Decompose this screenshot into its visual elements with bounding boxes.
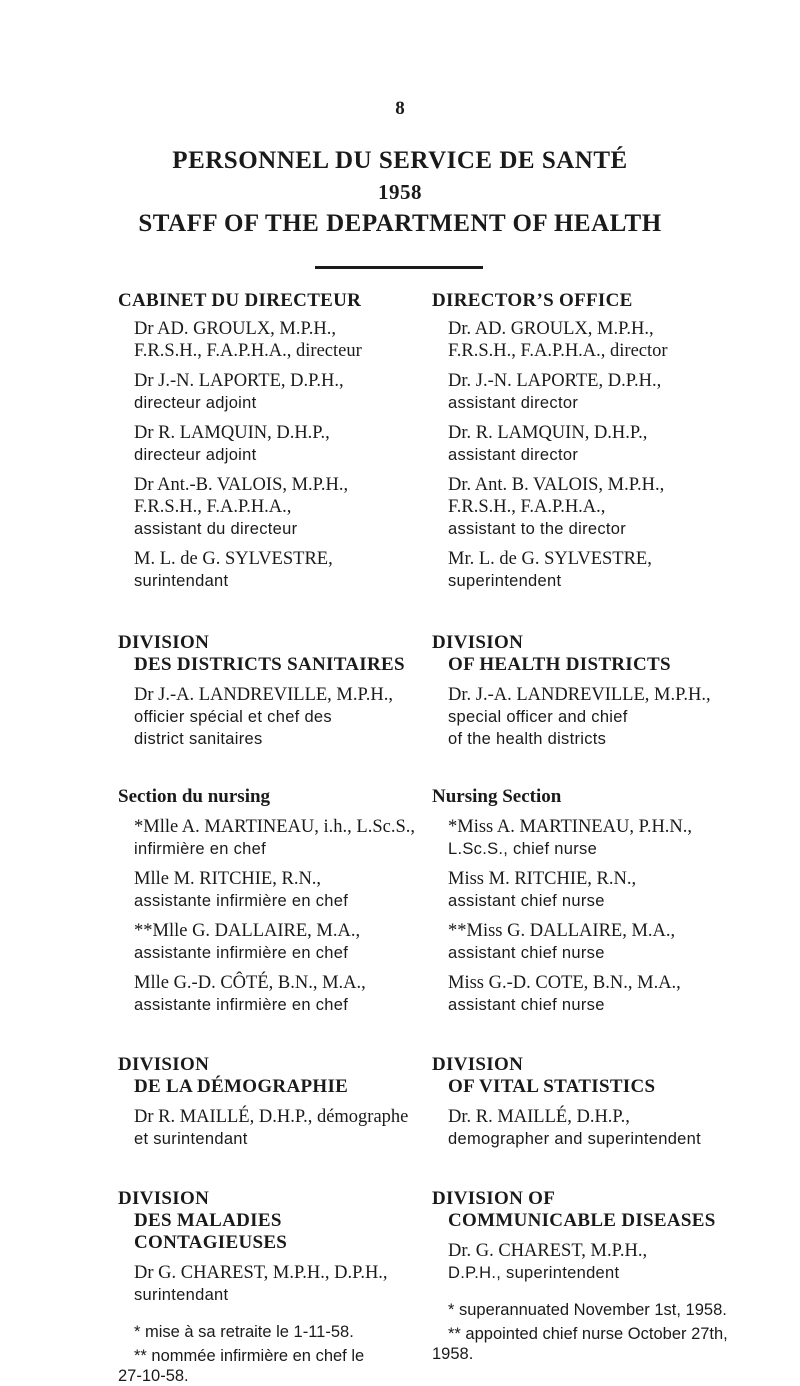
footnote: 27-10-58.	[118, 1367, 189, 1385]
heading-line: DIVISION	[118, 1188, 210, 1209]
staff-entry	[432, 816, 792, 860]
staff-entry	[118, 422, 438, 466]
staff-entry	[432, 318, 792, 362]
staff-name: Dr G. CHAREST, M.P.H., D.P.H.,	[134, 1263, 388, 1283]
staff-role: district sanitaires	[134, 730, 263, 748]
staff-name-cont: F.R.S.H., F.A.P.H.A.,	[134, 497, 292, 517]
heading-line: DIVISION	[432, 632, 524, 653]
staff-role: assistant chief nurse	[448, 944, 605, 962]
footnote: ** appointed chief nurse October 27th,	[448, 1325, 728, 1343]
cabinet-section	[118, 290, 438, 592]
footnote: * superannuated November 1st, 1958.	[448, 1301, 727, 1319]
staff-name-cont: F.R.S.H., F.A.P.H.A.,	[448, 497, 606, 517]
footnotes	[118, 1322, 438, 1386]
staff-name: Miss M. RITCHIE, R.N.,	[448, 869, 637, 889]
heading-line: DES MALADIES CONTAGIEUSES	[134, 1210, 288, 1253]
staff-entry	[432, 868, 792, 912]
staff-role: directeur adjoint	[134, 446, 257, 464]
staff-role: infirmière en chef	[134, 840, 266, 858]
page-number: 8	[395, 98, 405, 119]
staff-name: Mlle G.-D. CÔTÉ, B.N., M.A.,	[134, 973, 366, 993]
staff-name: Mr. L. de G. SYLVESTRE,	[448, 549, 652, 569]
staff-name: Dr J.-A. LANDREVILLE, M.P.H.,	[134, 685, 393, 705]
staff-entry	[118, 868, 438, 912]
footnotes	[432, 1300, 792, 1364]
staff-role: assistant chief nurse	[448, 892, 605, 910]
staff-name: Dr. J.-A. LANDREVILLE, M.P.H.,	[448, 685, 711, 705]
section-heading: Section du nursing	[118, 786, 271, 807]
staff-role: assistant director	[448, 394, 579, 412]
section-heading	[118, 1054, 438, 1098]
footnote: * mise à sa retraite le 1-11-58.	[134, 1323, 354, 1341]
page-title-french: PERSONNEL DU SERVICE DE SANTÉ	[172, 147, 628, 174]
staff-role: superintendent	[448, 572, 562, 590]
staff-name: Dr Ant.-B. VALOIS, M.P.H.,	[134, 475, 349, 495]
staff-entry	[432, 972, 792, 1016]
staff-entry	[118, 1106, 438, 1150]
staff-role: et surintendant	[134, 1130, 248, 1148]
staff-role: surintendant	[134, 1286, 229, 1304]
staff-entry	[432, 1106, 792, 1150]
staff-entry	[432, 548, 792, 592]
staff-role: special officer and chief	[448, 708, 628, 726]
staff-name: *Mlle A. MARTINEAU, i.h., L.Sc.S.,	[134, 817, 416, 837]
staff-name-cont: F.R.S.H., F.A.P.H.A., director	[448, 341, 668, 361]
staff-name: Dr J.-N. LAPORTE, D.P.H.,	[134, 371, 344, 391]
heading-line: DES DISTRICTS SANITAIRES	[134, 654, 405, 675]
contagious-diseases-section	[118, 1188, 438, 1386]
staff-name: Dr. AD. GROULX, M.P.H.,	[448, 319, 654, 339]
staff-role: officier spécial et chef des	[134, 708, 332, 726]
staff-name: Dr R. LAMQUIN, D.H.P.,	[134, 423, 330, 443]
section-heading	[432, 632, 792, 676]
staff-entry	[118, 920, 438, 964]
staff-entry	[118, 548, 438, 592]
staff-role: directeur adjoint	[134, 394, 257, 412]
heading-line: DIVISION	[118, 632, 210, 653]
staff-entry	[118, 370, 438, 414]
year: 1958	[378, 180, 422, 204]
staff-entry	[118, 684, 438, 750]
staff-name: M. L. de G. SYLVESTRE,	[134, 549, 333, 569]
staff-entry	[118, 1262, 438, 1306]
footnote: ** nommée infirmière en chef le	[134, 1347, 365, 1365]
staff-name: Dr. R. LAMQUIN, D.H.P.,	[448, 423, 648, 443]
staff-name: Miss G.-D. COTE, B.N., M.A.,	[448, 973, 681, 993]
staff-role: assistant chief nurse	[448, 996, 605, 1014]
staff-name: **Miss G. DALLAIRE, M.A.,	[448, 921, 676, 941]
staff-entry	[432, 684, 792, 750]
nursing-section	[432, 786, 792, 1016]
footnote: 1958.	[432, 1345, 474, 1363]
staff-role: assistante infirmière en chef	[134, 996, 349, 1014]
staff-role: assistant director	[448, 446, 579, 464]
staff-role: of the health districts	[448, 730, 607, 748]
heading-line: COMMUNICABLE DISEASES	[448, 1210, 716, 1231]
section-heading: Nursing Section	[432, 786, 562, 807]
staff-role: D.P.H., superintendent	[448, 1264, 620, 1282]
staff-name: Mlle M. RITCHIE, R.N.,	[134, 869, 322, 889]
staff-name: Dr. J.-N. LAPORTE, D.P.H.,	[448, 371, 662, 391]
staff-entry	[118, 972, 438, 1016]
staff-name: **Mlle G. DALLAIRE, M.A.,	[134, 921, 361, 941]
section-heading	[118, 1188, 438, 1254]
staff-entry	[118, 474, 438, 540]
section-heading: DIRECTOR’S OFFICE	[432, 290, 633, 311]
vital-statistics-section	[432, 1054, 792, 1150]
staff-name: *Miss A. MARTINEAU, P.H.N.,	[448, 817, 693, 837]
health-districts-section	[432, 632, 792, 750]
staff-name: Dr R. MAILLÉ, D.H.P., démographe	[134, 1107, 409, 1127]
staff-entry	[432, 370, 792, 414]
english-column	[432, 290, 792, 1364]
staff-entry	[432, 422, 792, 466]
staff-role: assistant du directeur	[134, 520, 298, 538]
heading-line: DIVISION OF	[432, 1188, 556, 1209]
section-heading	[118, 632, 438, 676]
demography-section	[118, 1054, 438, 1150]
french-column	[118, 290, 438, 1386]
staff-role: L.Sc.S., chief nurse	[448, 840, 598, 858]
staff-entry	[118, 816, 438, 860]
staff-entry	[118, 318, 438, 362]
section-heading	[432, 1054, 792, 1098]
section-heading: CABINET DU DIRECTEUR	[118, 290, 362, 311]
heading-line: OF HEALTH DISTRICTS	[448, 654, 671, 675]
staff-role: assistant to the director	[448, 520, 627, 538]
staff-entry	[432, 1240, 792, 1284]
heading-line: OF VITAL STATISTICS	[448, 1076, 656, 1097]
heading-line: DIVISION	[432, 1054, 524, 1075]
staff-name: Dr. R. MAILLÉ, D.H.P.,	[448, 1107, 630, 1127]
staff-role: assistante infirmière en chef	[134, 892, 349, 910]
heading-line: DIVISION	[118, 1054, 210, 1075]
staff-role: demographer and superintendent	[448, 1130, 702, 1148]
nursing-section	[118, 786, 438, 1016]
section-heading	[432, 1188, 792, 1232]
staff-role: assistante infirmière en chef	[134, 944, 349, 962]
staff-entry	[432, 920, 792, 964]
directors-office-section	[432, 290, 792, 592]
staff-role: surintendant	[134, 572, 229, 590]
health-districts-section	[118, 632, 438, 750]
staff-name: Dr. Ant. B. VALOIS, M.P.H.,	[448, 475, 665, 495]
page-title-english: STAFF OF THE DEPARTMENT OF HEALTH	[138, 210, 662, 237]
heading-line: DE LA DÉMOGRAPHIE	[134, 1076, 349, 1097]
staff-entry	[432, 474, 792, 540]
staff-name-cont: F.R.S.H., F.A.P.H.A., directeur	[134, 341, 362, 361]
staff-name: Dr. G. CHAREST, M.P.H.,	[448, 1241, 648, 1261]
divider-rule	[315, 266, 483, 269]
staff-name: Dr AD. GROULX, M.P.H.,	[134, 319, 336, 339]
communicable-diseases-section	[432, 1188, 792, 1364]
